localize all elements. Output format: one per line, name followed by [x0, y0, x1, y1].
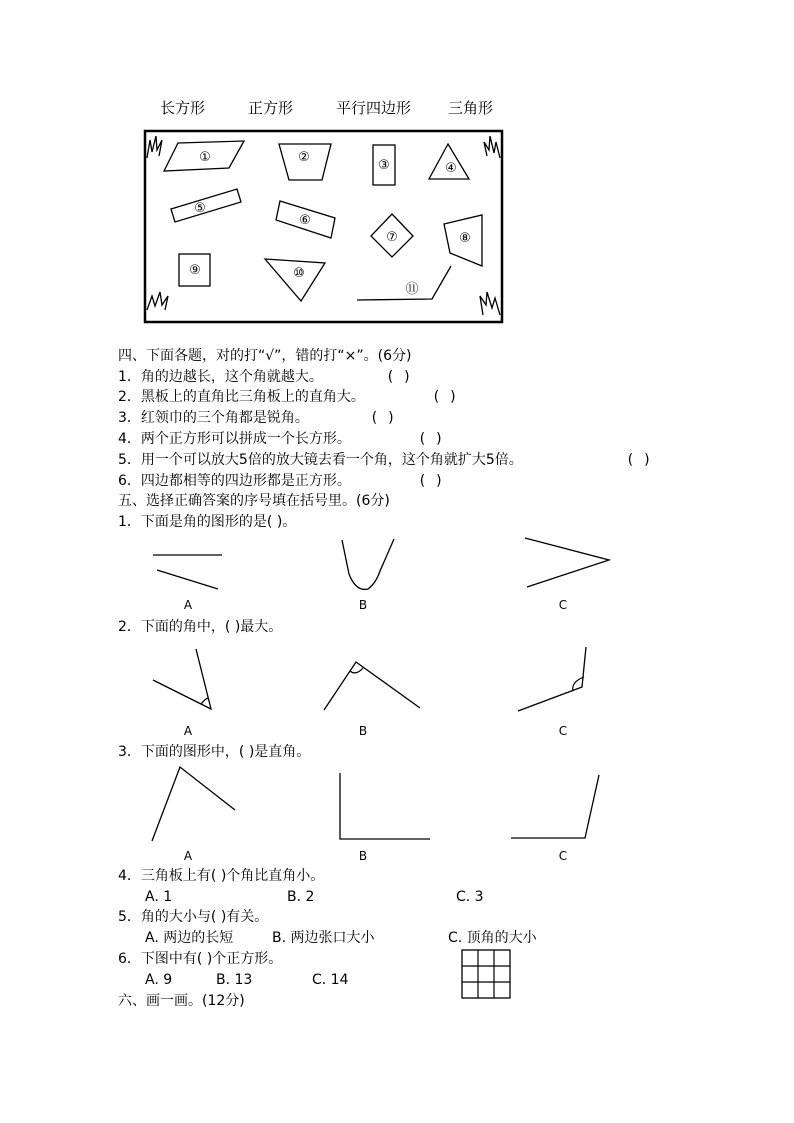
- q1-figure-a-line-bottom: [157, 570, 218, 589]
- s5-question-2: 2．下面的角中，( )最大。: [118, 619, 283, 635]
- grass-icon-bottom-left: [147, 292, 168, 310]
- q2-label-c: C: [558, 724, 568, 738]
- s4-item-2-answer[interactable]: ( ): [432, 389, 458, 405]
- q3-figures: [0, 760, 794, 865]
- q1-figure-b-curve: [342, 539, 394, 589]
- q5-option-a[interactable]: A. 两边的长短: [145, 930, 234, 946]
- shape-label-8: ⑧: [459, 231, 471, 246]
- shape-label-11: ⑪: [405, 282, 419, 297]
- grass-icon-top-right: [484, 136, 500, 158]
- s4-item-4: 4．两个正方形可以拼成一个长方形。: [118, 431, 351, 447]
- shape-label-2: ②: [298, 150, 310, 165]
- section4-title: 四、下面各题，对的打“√”，错的打“×”。(6分): [118, 348, 412, 364]
- s4-item-3-answer[interactable]: ( ): [370, 410, 396, 426]
- s5-question-6: 6．下图中有( )个正方形。: [118, 951, 283, 967]
- q2-figure-a-angle: [153, 649, 211, 709]
- q3-figure-a-angle: [152, 767, 235, 841]
- s4-item-4-answer[interactable]: ( ): [418, 431, 444, 447]
- s5-question-3: 3．下面的图形中，( )是直角。: [118, 744, 311, 760]
- q2-figure-a-arc: [201, 698, 208, 704]
- section5-title: 五、选择正确答案的序号填在括号里。(6分): [118, 493, 390, 509]
- s4-item-5: 5．用一个可以放大5倍的放大镜去看一个角，这个角就扩大5倍。: [118, 452, 523, 468]
- s5-question-4: 4．三角板上有( )个角比直角小。: [118, 868, 325, 884]
- header-square: 正方形: [248, 99, 294, 117]
- grass-icon-bottom-right: [480, 292, 500, 315]
- shape-5-rectangle: [171, 189, 241, 222]
- q3-label-b: B: [358, 849, 368, 863]
- grass-icon-top-left: [147, 136, 162, 158]
- q1-label-a: A: [183, 598, 193, 612]
- q6-option-a[interactable]: A. 9: [145, 972, 173, 988]
- q2-figure-c-angle: [518, 647, 586, 711]
- q4-option-c[interactable]: C. 3: [456, 889, 484, 905]
- q4-option-b[interactable]: B. 2: [287, 889, 315, 905]
- q2-figure-b-angle: [324, 662, 420, 710]
- shape-label-9: ⑨: [189, 263, 201, 278]
- q1-label-b: B: [358, 598, 368, 612]
- shapes-panel: [0, 0, 794, 340]
- shape-label-7: ⑦: [386, 230, 398, 245]
- shape-label-3: ③: [378, 158, 390, 173]
- shape-label-6: ⑥: [299, 213, 311, 228]
- header-parallelogram: 平行四边形: [336, 99, 412, 117]
- section6-title: 六、画一画。(12分): [118, 993, 245, 1009]
- q5-option-b[interactable]: B. 两边张口大小: [272, 930, 375, 946]
- shape-label-4: ④: [445, 161, 457, 176]
- q1-figure-c-angle: [525, 538, 609, 587]
- s5-question-1: 1．下面是角的图形的是( )。: [118, 514, 297, 530]
- shape-label-10: ⑩: [293, 266, 305, 281]
- q3-figure-c-angle: [511, 775, 599, 838]
- q1-figures: [0, 530, 794, 610]
- q6-option-b[interactable]: B. 13: [216, 972, 253, 988]
- q3-label-a: A: [183, 849, 193, 863]
- q3-figure-b-angle: [340, 773, 430, 839]
- s5-question-5: 5．角的大小与( )有关。: [118, 909, 269, 925]
- q2-label-b: B: [358, 724, 368, 738]
- s4-item-2: 2．黑板上的直角比三角板上的直角大。: [118, 389, 365, 405]
- q6-option-c[interactable]: C. 14: [312, 972, 349, 988]
- q4-option-a[interactable]: A. 1: [145, 889, 173, 905]
- shape-11-angle: [357, 266, 451, 300]
- s4-item-6-answer[interactable]: ( ): [418, 473, 444, 489]
- s4-item-5-answer[interactable]: ( ): [626, 452, 652, 468]
- s4-item-6: 6．四边都相等的四边形都是正方形。: [118, 473, 351, 489]
- s4-item-1: 1．角的边越长，这个角就越大。: [118, 369, 323, 385]
- shape-label-1: ①: [199, 150, 211, 165]
- shape-label-5: ⑤: [194, 201, 206, 216]
- header-rectangle: 长方形: [160, 99, 206, 117]
- s4-item-3: 3．红领巾的三个角都是锐角。: [118, 410, 309, 426]
- q1-label-c: C: [558, 598, 568, 612]
- grid-outer: [462, 950, 510, 998]
- header-triangle: 三角形: [448, 99, 494, 117]
- s4-item-1-answer[interactable]: ( ): [386, 369, 412, 385]
- q3-label-c: C: [558, 849, 568, 863]
- q5-option-c[interactable]: C. 顶角的大小: [448, 930, 537, 946]
- q2-label-a: A: [183, 724, 193, 738]
- q2-figures: [0, 640, 794, 740]
